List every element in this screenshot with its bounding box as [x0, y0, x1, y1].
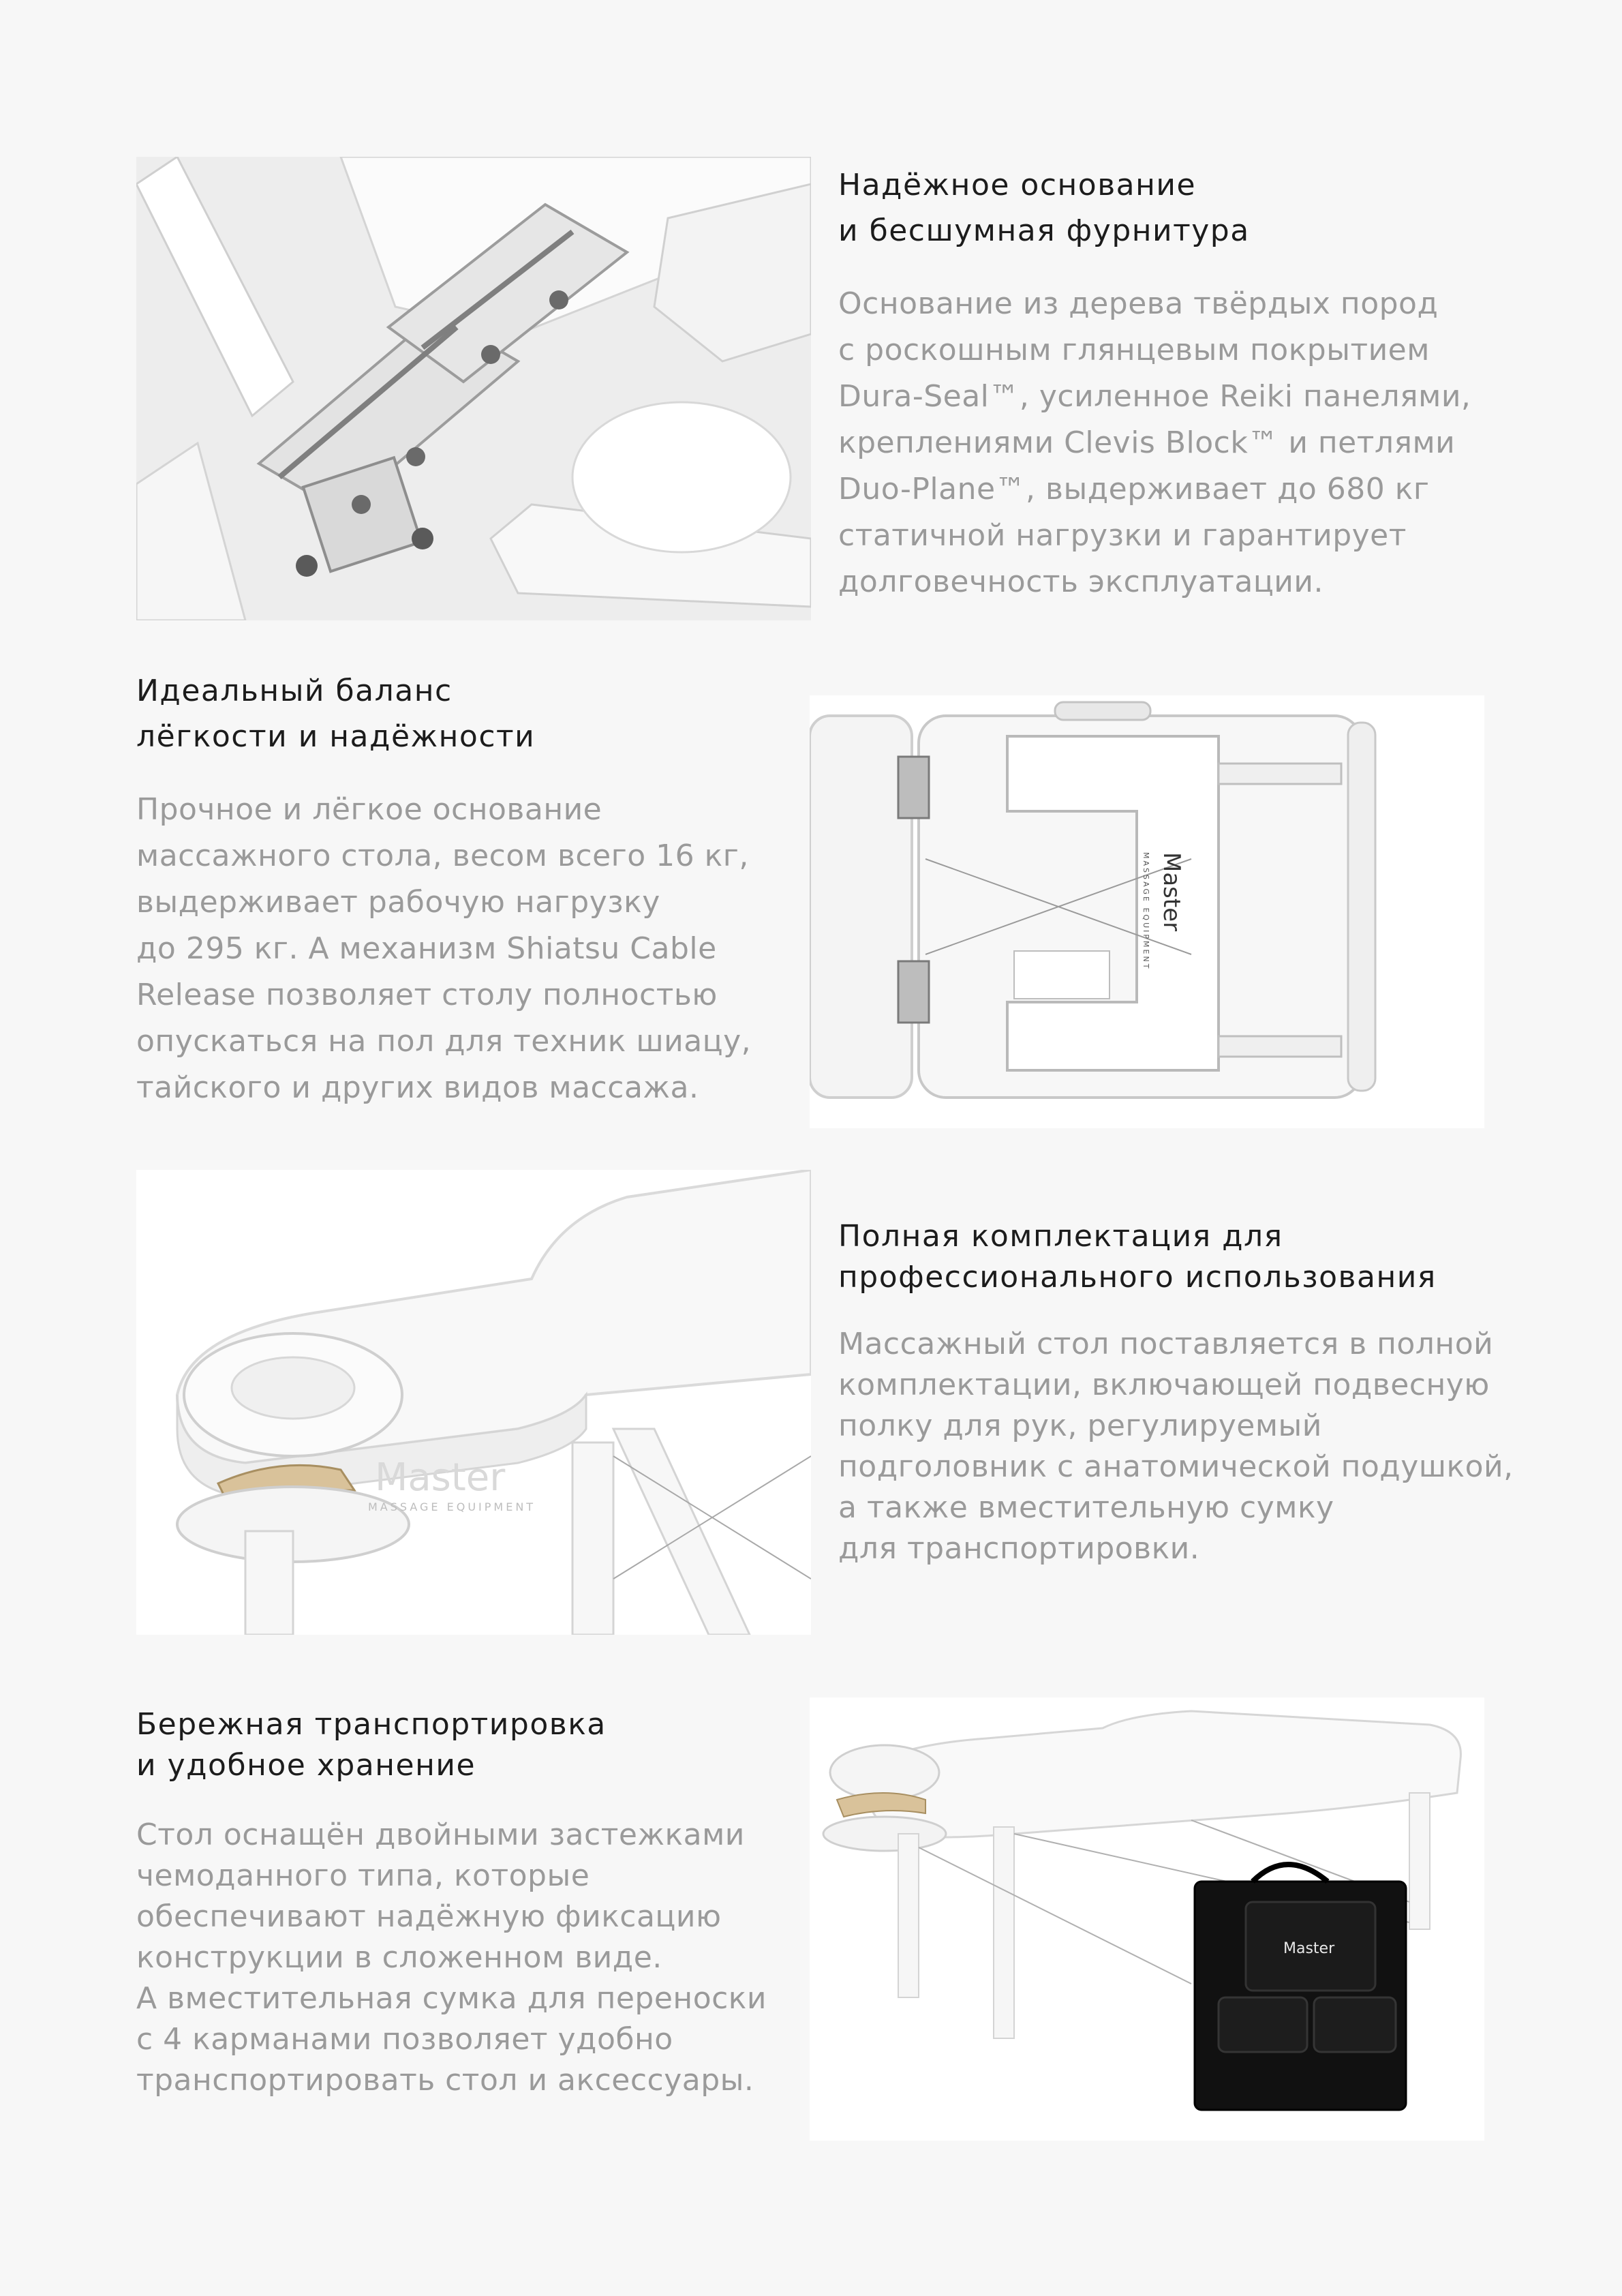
brand-logo-subtext: MASSAGE EQUIPMENT [368, 1500, 536, 1513]
section-title: Надёжное основание и бесшумная фурнитура [838, 168, 1250, 248]
table-and-carry-bag-photo [810, 1697, 1484, 2141]
section-title: Идеальный баланс лёгкости и надёжности [136, 674, 536, 754]
section-body: Прочное и лёгкое основание массажного стола, весом всего 16 кг, выдерживает рабочую нагрузку до 295 кг. А механизм Shiatsu Cable Release позволяет столу полностью опускаться на пол для техник шиацу, тайского и других видов массажа. [136, 792, 752, 1105]
section-balance [136, 668, 804, 1111]
table-with-headrest-photo [136, 1170, 811, 1635]
section-title: Бережная транспортировка и удобное хранение [136, 1707, 607, 1783]
section-transport [136, 1704, 804, 2101]
section-body: Стол оснащён двойными застежками чемоданного типа, которые обеспечивают надёжную фиксацию конструкции в сложенном виде. А вместительная сумка для переноски с 4 карманами позволяет удобно транспортировать стол и аксессуары. [136, 1817, 767, 2098]
section-reliable-base [838, 162, 1520, 605]
section-title: Полная комплектация для профессионального использования [838, 1219, 1437, 1295]
section-body: Основание из дерева твёрдых пород с роскошным глянцевым покрытием Dura-Seal™, усиленное Reiki панелями, креплениями Clevis Block™ и петлями Duo-Plane™, выдерживает до 680 кг статичной нагрузки и гарантирует долговечность эксплуатации. [838, 286, 1471, 599]
brand-logo-subtext: MASSAGE EQUIPMENT [1142, 852, 1150, 971]
brand-logo-text: Master [1283, 1940, 1335, 1957]
brand-logo-text: Master [1158, 852, 1185, 932]
folded-table-underside-photo [810, 695, 1484, 1128]
section-full-kit [838, 1216, 1554, 1569]
section-body: Массажный стол поставляется в полной комплектации, включающей подвесную полку для рук, регулируемый подголовник с анатомической подушкой, а также вместительную сумку для транспортировки. [838, 1327, 1514, 1566]
brand-logo-text: Master [375, 1455, 506, 1500]
hinge-closeup-photo [136, 157, 811, 620]
